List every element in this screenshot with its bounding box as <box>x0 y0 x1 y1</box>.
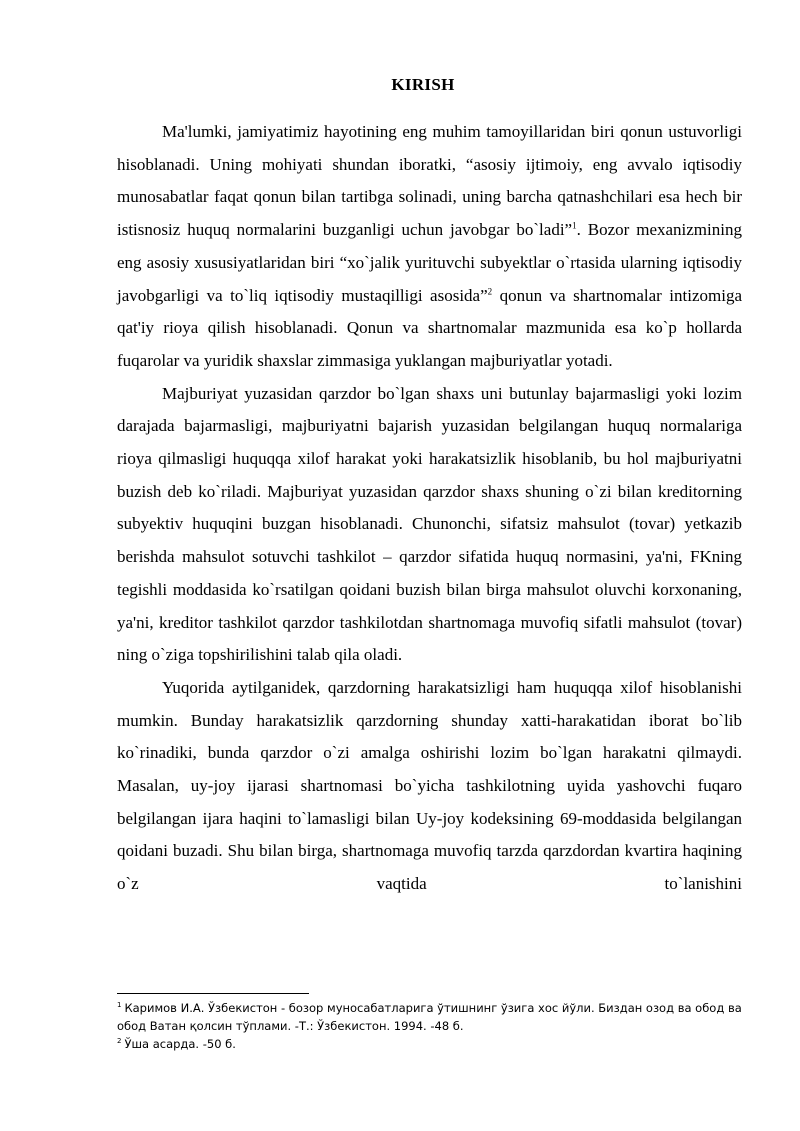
footnote-ref-1[interactable]: 1 <box>572 220 577 231</box>
paragraph-3: Yuqorida aytilganidek, qarzdorning harakatsizligi ham huquqqa xilof hisoblanishi mumkin. Bunday harakatsizlik qarzdorning shunday xatti-harakatidan iborat bo`lib ko`rinadiki, bunda qarzdor o`zi amalga oshirishi lozim bo`lgan harakatni qilmaydi. Masalan, uy-joy ijarasi shartnomasi bo`yicha tashkilotning uyida yashovchi fuqaro belgilangan ijara haqini to`lamasligi bilan Uy-joy kodeksining 69-moddasida belgilangan qoidani buzadi. Shu bilan birga, shartnomaga muvofiq tarzda qarzdordan kvartira haqining o`z vaqtida to`lanishini <box>117 677 742 894</box>
paragraph-2: Majburiyat yuzasidan qarzdor bo`lgan shaxs uni butunlay bajarmasligi yoki lozim darajada bajarmasligi, majburiyatni bajarish yuzasidan belgilangan huquq normalariga rioya qilmasligi huquqqa xilof harakat yoki harakatsizlik hisoblanib, bu hol majburiyatni buzish deb ko`riladi. Majburiyat yuzasidan qarzdor shaxs shuning o`zi bilan kreditorning subyektiv huquqini buzgan hisoblanadi. Chunonchi, sifatsiz mahsulot (tovar) yetkazib berishda mahsulot sotuvchi tashkilot – qarzdor sifatida huquq normasini, ya'ni, FKning tegishli moddasida ko`rsatilgan qoidani buzish bilan birga mahsulot oluvchi korxonaning, ya'ni, kreditor tashkilot qarzdor tashkilotdan shartnomaga muvofiq sifatli mahsulot (tovar) ning o`ziga topshirilishini talab qila oladi. <box>117 383 742 665</box>
paragraph-1-part-2: . Bozor mexanizmining eng asosiy xususiyatlaridan biri “xo`jalik yurituvchi subyektlar o`rtasida ularning iqtisodiy javobgarligi va to`liq iqtisodiy mustaqilligi asosida” <box>117 220 742 305</box>
footnote-separator <box>117 993 309 994</box>
footnotes <box>117 999 744 1053</box>
paragraph-1-part-1: Ma'lumki, jamiyatimiz hayotining eng muhim tamoyillaridan biri qonun ustuvorligi hisoblanadi. Uning mohiyati shundan iboratki, “asosiy ijtimoiy, eng avvalo iqtisodiy munosabatlar faqat qonun bilan tartibga solinadi, uning barcha qatnashchilari esa hech bir istisnosiz huquq normalarini buzganligi uchun javobgar bo`ladi” <box>117 122 742 240</box>
footnote-ref-2[interactable]: 2 <box>487 285 493 296</box>
paragraph-1-part-3: qonun va shartnomalar intizomiga qat'iy rioya qilish hisoblanadi. Qonun va shartnomalar mazmunida esa ko`p hollarda fuqarolar va yuridik shaxslar zimmasiga yuklangan majburiyatlar yotadi. <box>117 285 742 370</box>
footnote-text-1: Каримов И.А. Ўзбекистон - бозор муносабатларига ўтишнинг ўзига хос йўли. Биздан озод ва обод ва обод Ватан қолсин тўплами. -Т.: Ўзбекистон. 1994. -48 б. <box>117 1001 742 1033</box>
paragraph-1 <box>117 116 742 378</box>
footnote-mark-2: 2 <box>117 1037 122 1046</box>
footnote-mark-1: 1 <box>117 1001 122 1010</box>
body-text <box>117 116 742 901</box>
footnote-text-2: Ўша асарда. -50 б. <box>124 1037 236 1051</box>
footnote-2 <box>117 1035 744 1053</box>
page-title: KIRISH <box>391 75 455 94</box>
footnote-1 <box>117 999 744 1035</box>
